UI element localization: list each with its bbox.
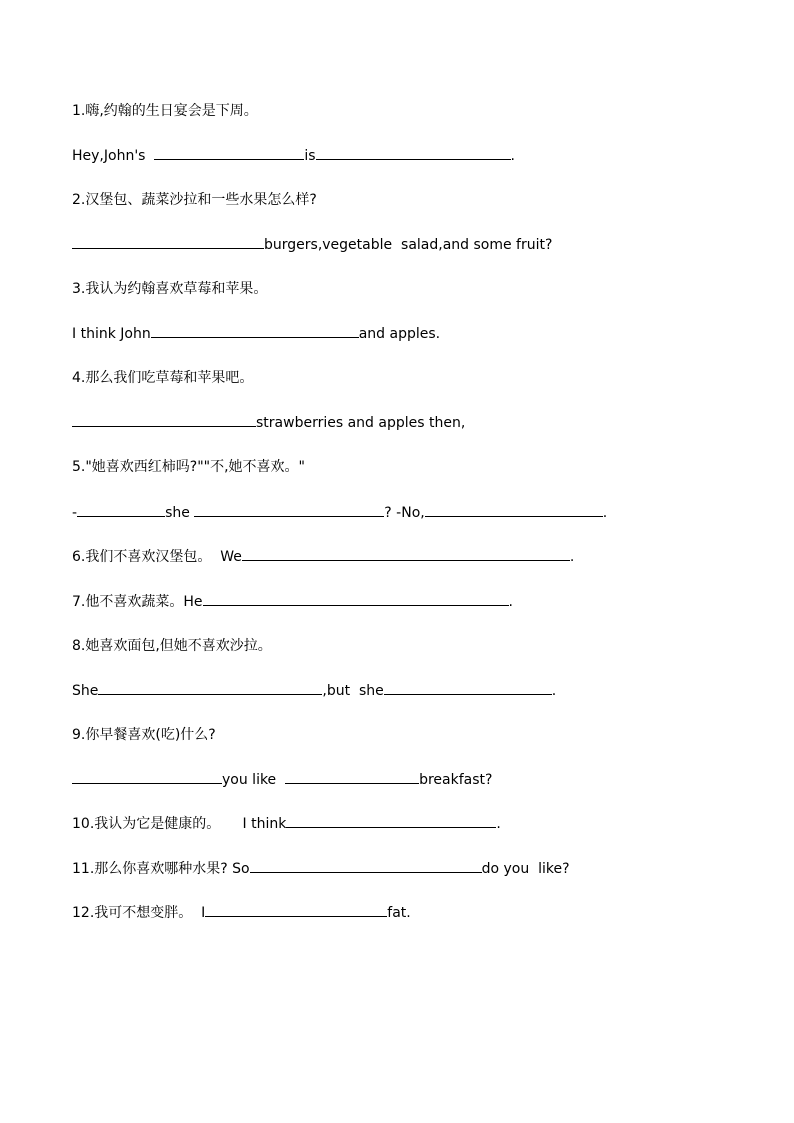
q5-prompt: 5."她喜欢西红柿吗?""不,她不喜欢。" xyxy=(72,459,305,475)
q5-text-b: ? -No, xyxy=(384,505,425,521)
q8-text-b: ,but she xyxy=(322,683,384,699)
q8-end: . xyxy=(551,683,557,699)
q11-prompt: 11.那么你喜欢哪种水果? So xyxy=(72,861,250,877)
q8-blank-1[interactable] xyxy=(98,682,322,695)
q3-text-a: I think John xyxy=(72,326,151,342)
q12-prompt: 12.我可不想变胖。 I xyxy=(72,905,206,921)
q3-text-b: and apples. xyxy=(358,326,441,342)
q6-end: . xyxy=(569,549,575,565)
q9-answer-line xyxy=(72,771,492,789)
q2-blank-1[interactable] xyxy=(72,236,264,249)
q1-answer-line xyxy=(72,147,515,165)
q10-blank-1[interactable] xyxy=(286,815,496,828)
q10-line xyxy=(72,815,501,833)
q12-end: fat. xyxy=(387,905,411,921)
q5-end: . xyxy=(602,505,608,521)
q5-blank-2[interactable] xyxy=(194,504,384,517)
q1-end: . xyxy=(510,148,515,164)
q4-answer-line xyxy=(72,414,465,432)
q8-text-a: She xyxy=(72,683,99,699)
q1-prompt: 1.嗨,约翰的生日宴会是下周。 xyxy=(72,103,258,119)
q5-blank-1[interactable] xyxy=(77,504,165,517)
q7-prompt: 7.他不喜欢蔬菜。He xyxy=(72,594,203,610)
q10-end: . xyxy=(496,816,501,832)
q4-blank-1[interactable] xyxy=(72,414,256,427)
q6-prompt: 6.我们不喜欢汉堡包。 We xyxy=(72,549,242,565)
q5-blank-3[interactable] xyxy=(425,504,603,517)
q2-text-a: burgers,vegetable salad,and some fruit? xyxy=(264,237,553,253)
q7-end: . xyxy=(508,594,513,610)
q5-answer-line xyxy=(72,504,607,522)
q1-blank-1[interactable] xyxy=(154,147,304,160)
q9-text-a: you like xyxy=(222,772,286,788)
q2-answer-line xyxy=(72,236,552,254)
q3-blank-1[interactable] xyxy=(151,325,359,338)
q9-text-b: breakfast? xyxy=(419,772,493,788)
q11-end: do you like? xyxy=(481,861,570,877)
q8-blank-2[interactable] xyxy=(384,682,552,695)
q8-prompt: 8.她喜欢面包,但她不喜欢沙拉。 xyxy=(72,638,272,654)
q6-line xyxy=(72,548,574,566)
q3-prompt: 3.我认为约翰喜欢草莓和苹果。 xyxy=(72,281,268,297)
q7-blank-1[interactable] xyxy=(203,593,509,606)
q12-blank-1[interactable] xyxy=(205,904,387,917)
q4-text-a: strawberries and apples then, xyxy=(256,415,466,431)
q5-dash: - xyxy=(72,505,78,521)
q1-text-b: is xyxy=(304,148,316,164)
q5-text-a: she xyxy=(165,505,195,521)
q2-prompt: 2.汉堡包、蔬菜沙拉和一些水果怎么样? xyxy=(72,192,317,208)
q3-answer-line xyxy=(72,325,440,343)
q11-blank-1[interactable] xyxy=(250,860,482,873)
q9-prompt: 9.你早餐喜欢(吃)什么? xyxy=(72,727,216,743)
q1-text-a: Hey,John's xyxy=(72,148,155,164)
q9-blank-2[interactable] xyxy=(285,771,419,784)
q12-line xyxy=(72,904,411,922)
q10-prompt: 10.我认为它是健康的。 I think xyxy=(72,816,287,832)
q9-blank-1[interactable] xyxy=(72,771,222,784)
q8-answer-line xyxy=(72,682,556,700)
q7-line xyxy=(72,593,513,611)
q6-blank-1[interactable] xyxy=(242,548,570,561)
q11-line xyxy=(72,860,570,878)
q4-prompt: 4.那么我们吃草莓和苹果吧。 xyxy=(72,370,254,386)
q1-blank-2[interactable] xyxy=(316,147,511,160)
